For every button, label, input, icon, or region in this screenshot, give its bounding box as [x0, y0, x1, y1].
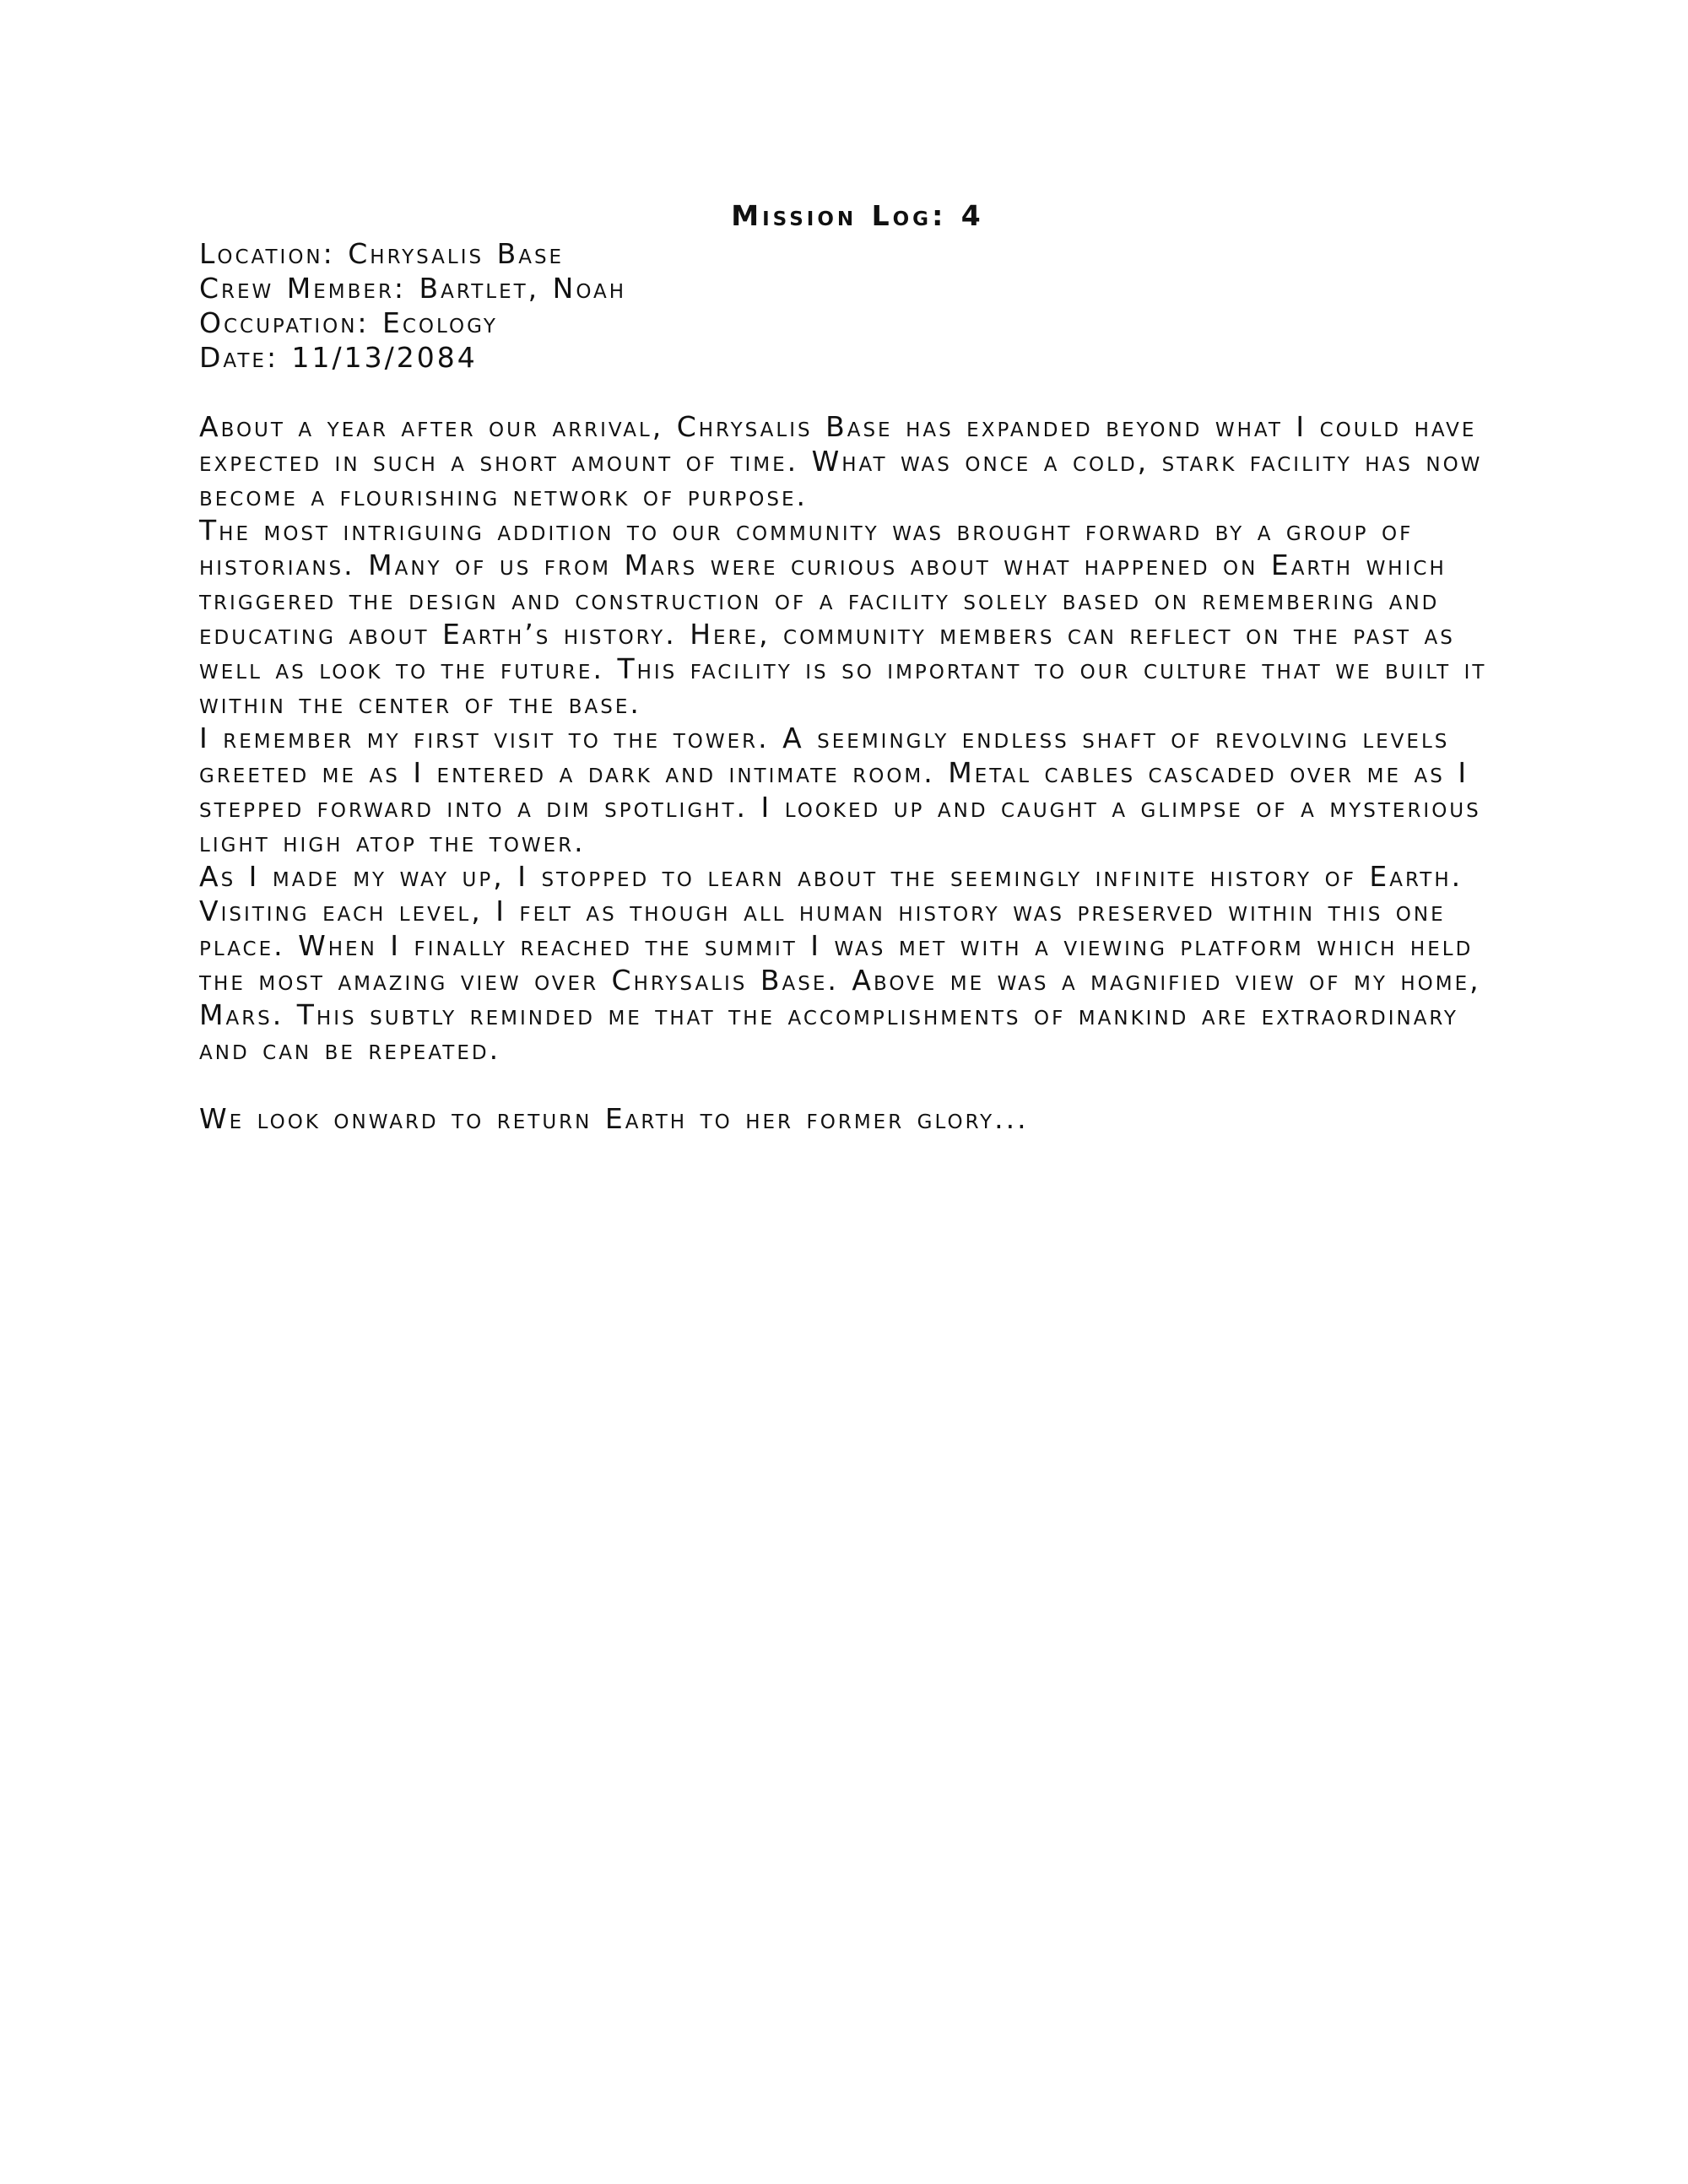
location-line: Location: Chrysalis Base [199, 237, 565, 270]
log-metadata [199, 236, 1516, 375]
log-body [199, 409, 1516, 1067]
crew-member-line: Crew Member: Bartlet, Noah [199, 272, 627, 305]
paragraph-historians: The most intriguing addition to our community was brought forward by a group of historians. Many of us from Mars were curious about what happened on Earth which triggered the design and construction of a facility solely based on remembering and educating about Earth’s history. Here, community members can reflect on the past as well as look to the future. This facility is so important to our culture that we built it within the center of the base. [199, 514, 1487, 720]
occupation-line: Occupation: Ecology [199, 306, 498, 339]
mission-log-title: Mission Log: 4 [731, 199, 984, 232]
mission-log-content [199, 196, 1516, 1136]
paragraph-arrival: About a year after our arrival, Chrysalis Base has expanded beyond what I could have expected in such a short amount of time. What was once a cold, stark facility has now become a flourishing network of purpose. [199, 410, 1483, 512]
date-line: Date: 11/13/2084 [199, 341, 478, 374]
paragraph-summit: As I made my way up, I stopped to learn about the seemingly infinite history of Earth. Visiting each level, I felt as though all human history was preserved within this one place. When I finally reached the summit I was met with a viewing platform which held the most amazing view over Chrysalis Base. Above me was a magnified view of my home, Mars. This subtly reminded me that the accomplishments of mankind are extraordinary and can be repeated. [199, 860, 1481, 1066]
paragraph-tower-visit: I remember my first visit to the tower. A seemingly endless shaft of revolving levels greeted me as I entered a dark and intimate room. Metal cables cascaded over me as I stepped forward into a dim spotlight. I looked up and caught a glimpse of a mysterious light high atop the tower. [199, 722, 1481, 858]
closing-line: We look onward to return Earth to her former glory... [199, 1102, 1029, 1135]
